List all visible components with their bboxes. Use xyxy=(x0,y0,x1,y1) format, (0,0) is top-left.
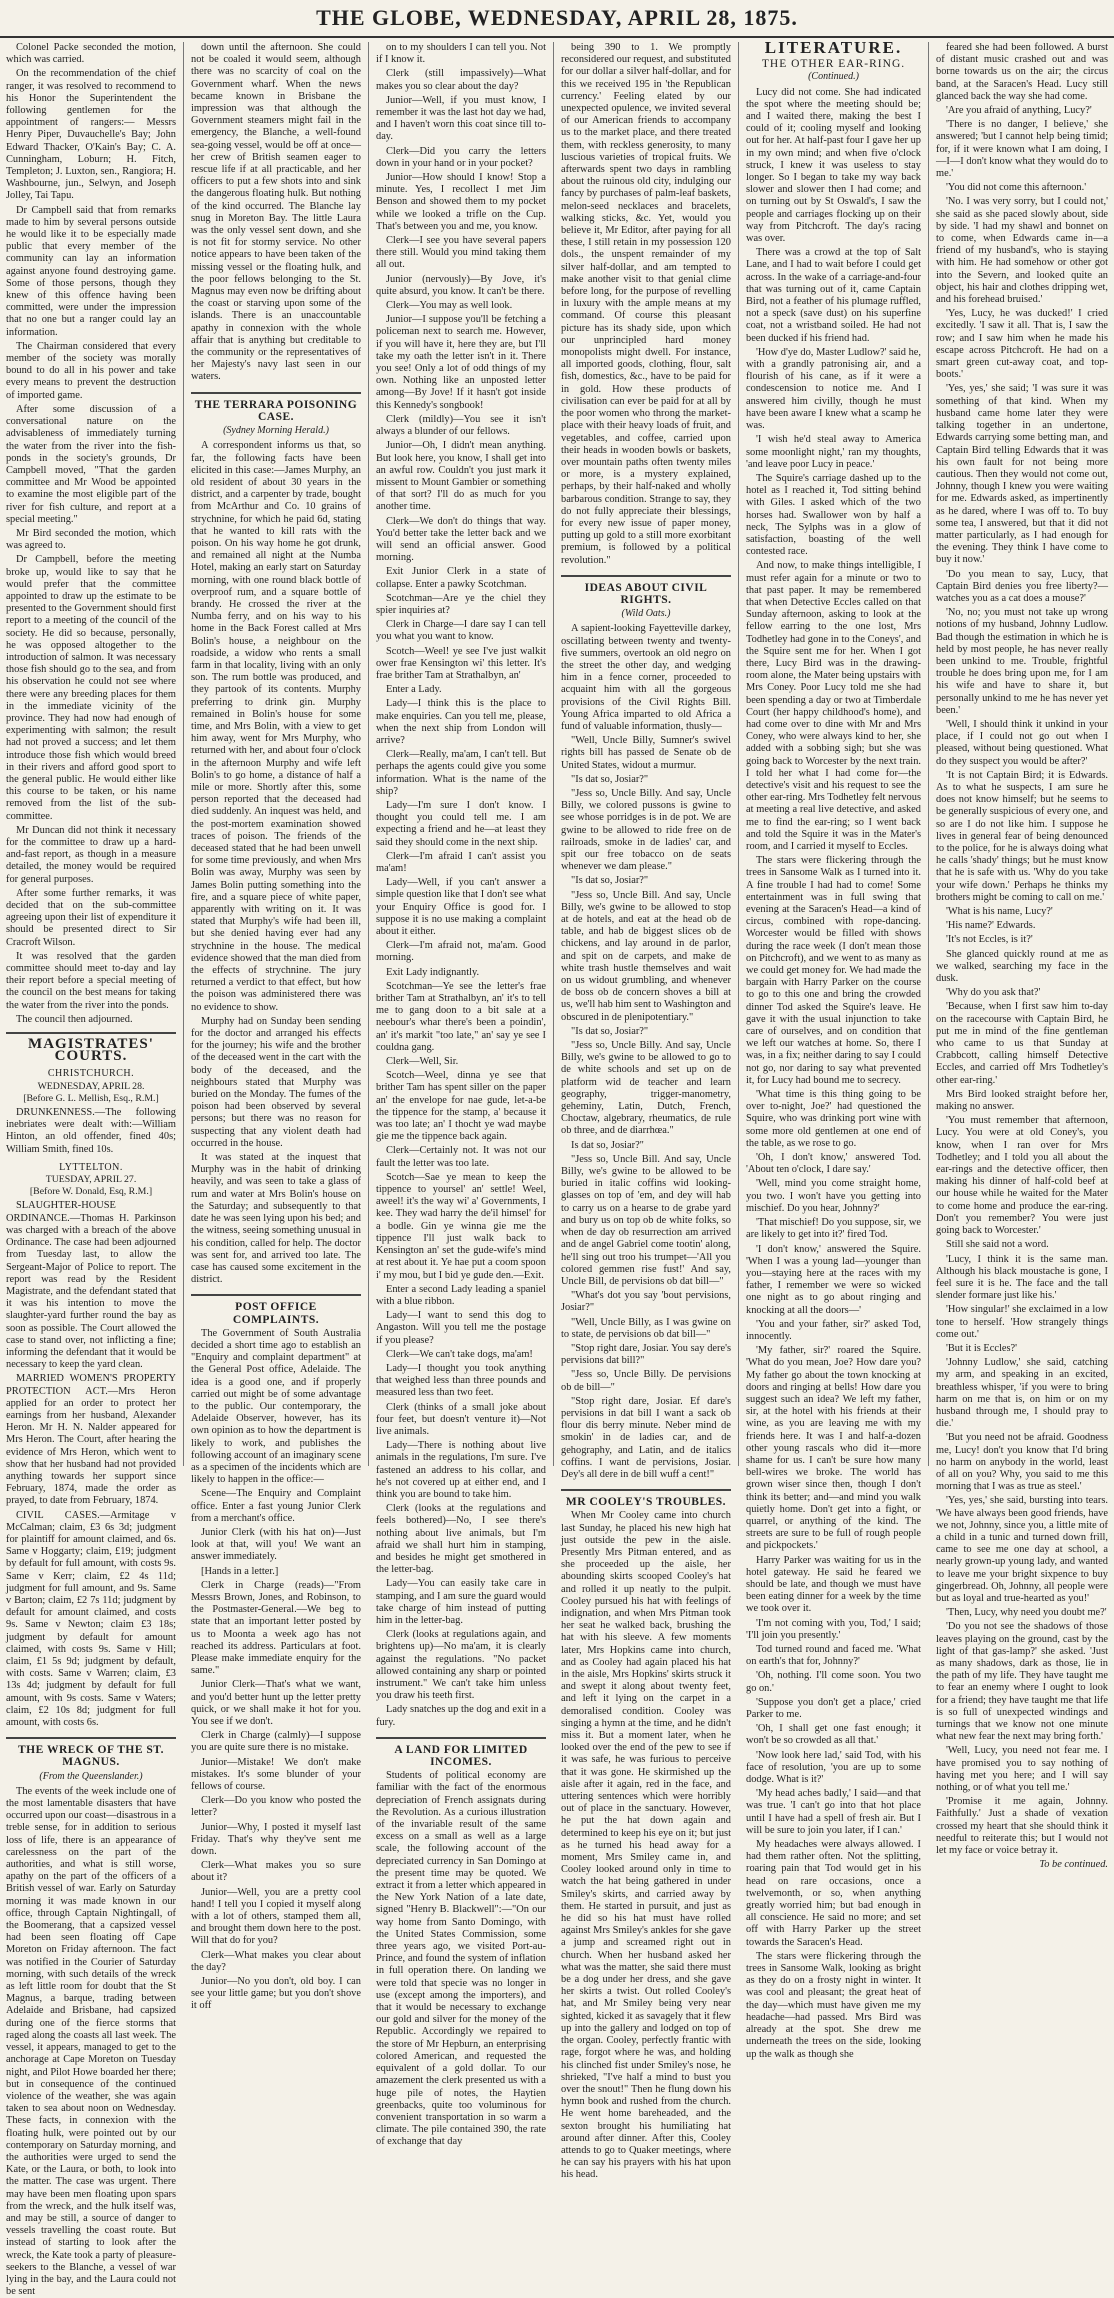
paragraph: Clerk in Charge (reads)—"From Messrs Brown, Jones, and Robinson, to the Postmaster-General.—We beg to state that an important letter posted by us to Moonta a week ago has not reached its address. Particulars at foot. Please make immediate enquiry for the same." xyxy=(191,1579,361,1677)
paragraph: Junior—Well, you are a pretty cool hand! I tell you I copied it myself along with a lot of others, stamped them all, and brought them down here to the post. Will that do for you? xyxy=(191,1886,361,1947)
paragraph: Clerk (thinks of a small joke about four feet, but doesn't venture it)—Not live animals. xyxy=(376,1401,546,1437)
paragraph: 'But you need not be afraid. Goodness me, Lucy! don't you know that I'd bring no harm on anybody in the world, least of all on you? Why, you said to me this morning that I was as true as steel.' xyxy=(936,1432,1108,1493)
paragraph: Clerk—What makes you so sure about it? xyxy=(191,1860,361,1884)
column-rule xyxy=(368,42,369,1466)
paragraph: The stars were flickering through the trees in Sansome Walk, looking as bright as they do on a frosty night in winter. It was cool and pleasant; the great heat of the day—which must have given me my headache—had passed. Mrs Bird was already at the spot. She drew me underneath the trees on the side, looking up the walk as though she xyxy=(746,1950,921,2060)
paragraph: Junior—Mistake! We don't make mistakes. It's some blunder of your fellows of course. xyxy=(191,1756,361,1793)
paragraph: 'Lucy, I think it is the same man. Although his black moustache is gone, I feel sure it is he. The face and the tall slender formare just like his.' xyxy=(936,1253,1108,1302)
paragraph: Junior Clerk—That's what we want, and you'd better hunt up the letter pretty quick, or we shall make it hot for you. You see if we don't. xyxy=(191,1679,361,1728)
paragraph: 'It is not Captain Bird; it is Edwards. As to what he suspects, I am sure he does not know himself; but he seems to be generally suspicious of every one, and so are I do not like him. I suppose he lives in general fear of being denounced to the police, for he is always doing what he calls 'shady' things; but he must know that he is safe with us. 'Why do you take your wife down.' Perhaps he thinks my brothers might be coming to call on me.' xyxy=(936,769,1108,903)
paragraph: Scene—The Enquiry and Complaint office. Enter a fast young Junior Clerk from a merchant's office. xyxy=(191,1488,361,1524)
paragraph: [Hands in a letter.] xyxy=(201,1565,279,1577)
paragraph: After some further remarks, it was decided that on the sub-committee agreeing upon their list of expenditure it should be presented direct to Sir Cracroft Wilson. xyxy=(6,887,176,948)
paragraph: 'Then, Lucy, why need you doubt me?' xyxy=(946,1607,1107,1619)
paragraph: "Stop right dare, Josiar. Ef dare's pervisions in dat bill I want a sack ob flour dis berry minute. Neber mind de smokin' in de ladies car, and de gehography, and Latin, and de italics coffins. I want de pervisions, Josiar. Dey's all dere in de bill wuff a cent!" xyxy=(561,1395,731,1480)
paragraph: 'Yes, Lucy, he was ducked!' I cried excitedly. 'I saw it all. That is, I saw the row; and I saw him when he made his escape across Pitchcroft. He had on a smart green cut-away coat, and top-boots.' xyxy=(936,308,1108,381)
paragraph: CIVIL CASES.—Armitage v McCalman; claim, £3 6s 3d; judgment for plaintiff for amount claimed, and 6s. Same v Hoggarty; claim, £19; judgment by default for full amount, with costs 9s. Same v Kerr; claim, £2 4s 11d; judgment for full amount, and 9s. Same v Barton; claim, £2 7s 11d; judgment by default for amount claimed, and costs 9s. Same v Newton; claim £3 18s; judgment by default for amount claimed, with costs 9s. Same v Hill; claim, £1 5s 9d; judgment by default, with costs. Same v Warren; claim, £3 13s 4d; judgment by default for full amount, with 9s costs. Same v Waters; claim, £2 10s 8d; judgment for full amount, with costs 6s. xyxy=(6,1509,176,1729)
court-date: WEDNESDAY, APRIL 28. xyxy=(37,1080,145,1092)
paragraph: 'Johnny Ludlow,' she said, catching my arm, and speaking in an excited, breathless whisper, 'if you were to bring harm on me that is, on him or on my husband through me, I should pray to die.' xyxy=(936,1357,1108,1430)
article-source: (Wild Oats.) xyxy=(621,608,671,620)
column-rule xyxy=(553,42,554,1466)
paragraph: Students of political economy are familiar with the fact of the enormous depreciation of French assignats during the Revolution. As a curious illustration of the invariable result of the same excess on a small as well as a large scale, the following account of the depreciated currency in San Domingo at the present time may be quoted. We extract it from a letter which appeared in the New York Nation of a late date, signed "Henry B. Blackwell":—"On our way home from Santo Domingo, with the United States Commission, some three years ago, we visited Port-au-Prince, and found the system of inflation in full operation there. On landing we were told that specie was no longer in use (except among the importers), and that it would be necessary to exchange our gold and silver for the money of the Republic. Accordingly we repaired to the store of Mr Hepburn, an enterprising colored American, and requested the equivalent of a gold dollar. To our amazement the clerk presented us with a huge pile of notes, the Haytien greenbacks, quite too voluminous for convenient transportation in so warm a climate. The pile contained 390, the rate of exchange that day xyxy=(376,1770,546,2148)
paragraph: 'I'm not coming with you, Tod,' I said; 'I'll join you presently.' xyxy=(746,1617,921,1641)
paragraph: Scotch—Weel, dinna ye see that brither Tam has spent siller on the paper an' the envelope for nae gude, let-a-be the tippence for the stamp, a' because it was too late; an' I thocht ye wad maybe gie me the tippence back again. xyxy=(376,1070,546,1143)
paragraph: 'Suppose you don't get a place,' cried Parker to me. xyxy=(746,1696,921,1721)
paragraph: 'No, no; you must not take up wrong notions of my husband, Johnny Ludlow. Bad though the estimation in which he is held by most people, he has never really been unkind to me. Trouble, frightful trouble he does bring upon me, for I am his wife and have to share it, but personally unkind to me he has never yet been.' xyxy=(936,607,1108,716)
paragraph: 'Well, mind you come straight home, you two. I won't have you getting into mischief. Do you hear, Johnny?' xyxy=(746,1178,921,1214)
paragraph: MARRIED WOMEN'S PROPERTY PROTECTION ACT.—Mrs Heron applied for an order to protect her earnings from her husband, Alexander Heron. Mr H. N. Nalder appeared for Mrs Heron. The Court, after hearing the evidence of Mrs Heron, which went to show that her husband had not provided anything towards her support since February, 1874, made the order as prayed, to date from February, 1874. xyxy=(6,1373,176,1507)
paragraph: Tod turned round and faced me. 'What on earth's that for, Johnny?' xyxy=(746,1644,921,1668)
courts-heading: MAGISTRATES' COURTS. xyxy=(6,1032,176,1062)
paragraph: "Is dat so, Josiar?" xyxy=(571,773,649,785)
paragraph: A sapient-looking Fayetteville darkey, oscillating between twenty and twenty-five summers, overtook an old negro on the street the other day, and wedging him in a fence corner, proceeded to acquaint him with all the gorgeous provisions of the Civil Rights Bill. Young Africa imparted to old Africa a fund of valuable information, thusly— xyxy=(561,623,731,732)
paragraph: 'Are you afraid of anything, Lucy?' xyxy=(946,105,1092,117)
paragraph: Clerk (mildly)—You see it isn't always a blunder of our fellows. xyxy=(376,413,546,438)
paragraph: The council then adjourned. xyxy=(16,1013,133,1025)
paragraph: 'Do you not see the shadows of those leaves playing on the ground, cast by the light of that gas-lamp?' she asked. 'Just as many shadows, dark as those, lie in the path of my life. They have taught me to fear an enemy where I ought to look for a friend; they have taught me that life is so full of unexpected windings and turnings that we know not one minute what new fear the next may bring forth.' xyxy=(936,1621,1108,1743)
article-source: (Sydney Morning Herald.) xyxy=(223,425,329,437)
paragraph: When Mr Cooley came into church last Sunday, he placed his new high hat just outside the pew in the aisle. Presently Mrs Pitman entered, and as she proceeded up the aisle, her abounding skirts scooped Cooley's hat and rolled it up neatly to the pulpit. Cooley pursued his hat with feelings of indignation, and when Mrs Pitman took her seat he walked back, brushing the hat with his sleeve. A few moments later, Mrs Hopkins came into church, and as Cooley had again placed his hat in the aisle, Mrs Hopkins' skirts struck it and swept it along about twenty feet, and left it lying on the carpet in a demoralised condition. Cooley was singing a hymn at the time, and he didn't miss it. But a moment later, when he looked over the end of the pew to see if it was safe, he was furious to perceive that it was gone. He skirmished up the aisle after it again, red in the face, and uttering sentences which were horribly out of place in the sanctuary. However, he put the hat down again and determined to keep his eye on it; but just as he turned his head away for a moment, Mrs Smiley came in, and Cooley looked around only in time to watch the hat being gathered in under Smiley's skirts, and carried away by them. He started in pursuit, and just as he did so his hat must have rolled against Mrs Smiley's ankles for she gave a jump and screamed right out in church. When her husband asked her what was the matter, she said there must be a dog under her dress, and she gave her skirts a twist. Out rolled Cooley's hat, and Mr Smiley being very near sighted, kicked it as savagely that it flew up into the gallery and lodged on top of the organ. Cooley, perfectly frantic with rage, forgot where he was, and holding his clinched fist under Smiley's nose, he shrieked, "I've half a mind to bust you over the snout!" Then he flung down his hymn book and rushed from the church. He went home bareheaded, and the sexton brought his humiliating hat around after dinner. After this, Cooley attends to go to Quaker meetings, where he can say his prayers with his hat upon his head. xyxy=(561,1510,731,2181)
paragraph: Still she said not a word. xyxy=(946,1239,1049,1251)
paragraph: 'You did not come this afternoon.' xyxy=(946,182,1087,194)
paragraph: There was a crowd at the top of Salt Lane, and I had to wait before I could get across. In the wake of a carriage-and-four that was turning out of it, came Captain Bird, not a feather of his plumage ruffled, not a speck (save dust) on his superfine coat, not a wristband soiled. He had not been ducked if his friend had. xyxy=(746,247,921,344)
paragraph: My headaches were always allowed. I had them rather often. Not the splitting, roaring pain that Tod would get in his head on rare occasions, once a twelvemonth, or so, when anything greatly worried him; but bad enough in all conscience. He said no more; and set off with Harry Parker up the street towards the Saracen's Head. xyxy=(746,1839,921,1948)
paragraph: Mr Bird seconded the motion, which was agreed to. xyxy=(6,527,176,552)
paragraph: "Well, Uncle Billy, Sumner's swivel rights bill has passed de Senate ob de United States, widout a murmur. xyxy=(561,735,731,771)
article-heading: THE WRECK OF THE ST. MAGNUS. xyxy=(6,1737,176,1768)
article-source: (From the Queenslander.) xyxy=(39,1770,143,1782)
paragraph: Junior—I suppose you'll be fetching a policeman next to search me. However, if you will have it, here they are, but I'll take my oath the letter isn't in it. There you see! Only a lot of odd things of my own. Nothing like an unposted letter among—By Jove! If it hasn't got inside this Kennedy's songbook! xyxy=(376,314,546,411)
column-4 xyxy=(561,42,731,2181)
column-5 xyxy=(746,38,921,2060)
paragraph: Mr Duncan did not think it necessary for the committee to draw up a hard-and-fast report, as though in a measure detailed, the money would be required for general purposes. xyxy=(6,824,176,885)
paragraph: Clerk—We don't do things that way. You'd better take the letter back and we will send an official answer. Good morning. xyxy=(376,515,546,564)
paragraph: And now, to make things intelligible, I must refer again for a minute or two to that past paper. It may be remembered that when Detective Eccles called on that Sunday afternoon, asking to look at the fellow earring to the one lost, Mrs Todhetley had gone in to the Coneys', and the Squire sent me for her. When I got there, Lucy Bird was in the drawing-room alone, the Mater being upstairs with Mrs Coney. Poor Lucy told me she had been spending a day or two at Timberdale Court (her happy childhood's home), and had come over to dine with Mr and Mrs Coney, who were always kind to her, she added with a sobbing sigh; but she was going back to Worcester by the next train. I told her what I had come for—the detective's visit and his request to see the other ear-ring. Mrs Todhetley felt nervous at meeting a real live detective, and asked me to find the ear-ring; so I went back and told the Squire it was in the Mater's room, and I carried it myself to Eccles. xyxy=(746,560,921,852)
paragraph: 'No. I was very sorry, but I could not,' she said as she paced slowly about, side by side. 'I had my shawl and bonnet on to come, when Edwards came in—a friend of my husband's, who is staying with him. He had somehow or other got into the Severn, and looked quite an object, his hair and clothes dripping wet, and his forehead bruised.' xyxy=(936,196,1108,306)
paragraph: 'My father, sir?' roared the Squire. 'What do you mean, Joe? How dare you? My father go about the town knocking at doors and ringing at bells! How dare you suggest such an idea? We left my father, sir, at the hotel with his friends at their wine, as you are leaving me with my friends here. It was I and half-a-dozen other young rascals who did it—more shame for us. I can't be sure how many bell-wires we broke. The world has grown wiser since then, though I don't think its better; and—and mind you walk quietly home. Don't get into a fight, or quarrel, or anything of the kind. The streets are sure to be full of rough people and pickpockets.' xyxy=(746,1345,921,1552)
paragraph: 'But it is Eccles?' xyxy=(946,1342,1017,1354)
paragraph: Clerk—I see you have several papers there still. Would you mind taking them all out. xyxy=(376,235,546,271)
paragraph: 'Oh, nothing. I'll come soon. You two go on.' xyxy=(746,1670,921,1694)
paragraph: Clerk (still impassively)—What makes you so clear about the day? xyxy=(376,68,546,92)
paragraph: "Jess so, Uncle Billy. De pervisions ob de bill—" xyxy=(561,1369,731,1393)
paragraph: Exit Junior Clerk in a state of collapse. Enter a pawky Scotchman. xyxy=(376,566,546,590)
paragraph: "Jess so, Uncle Billy. And say, Uncle Billy, we colored pussons is gwine to see whose porridges is in de pot. We are gwine to be allowed to ride free on de railroads, smoke in de ladies' car, and spit our free tobacco on de seats whenever we dam please." xyxy=(561,787,731,873)
paragraph: 'Well, I should think it unkind in your place, if I could not go out when I pleased, without being questioned. What do they suspect you would be after?' xyxy=(936,718,1108,767)
paragraph: "Stop right dare, Josiar. You say dere's pervisions dat bill?" xyxy=(561,1342,731,1367)
paragraph: Mrs Bird looked straight before her, making no answer. xyxy=(936,1088,1108,1113)
paragraph: 'How singular!' she exclaimed in a low tone to herself. 'How strangely things come out.' xyxy=(936,1304,1108,1340)
paragraph: Junior (nervously)—By Jove, it's quite absurd, you know. It can't be there. xyxy=(376,273,546,297)
paragraph: Junior—Well, if you must know, I remember it was the last hot day we had, and I haven't worn this coat since till to-day. xyxy=(376,94,546,143)
paragraph: 'Yes, yes,' she said; 'I was sure it was something of that kind. When my husband came home later they were talking together in an undertone, Edwards carrying some betting man, and Captain Bird telling Edwards that it was his own fault for not being more cautious. Then they would not come out, Johnny, though I knew you were waiting for me. Edwards asked, as impertinently as he dared, where I was off to. To buy some tea, I answered, but that it did not matter particularly, as I had enough for the evening. They think I have come to buy it now.' xyxy=(936,383,1108,566)
paragraph: Enter a Lady. xyxy=(386,684,442,696)
paragraph: Colonel Packe seconded the motion, which was carried. xyxy=(6,42,176,66)
court-bench: [Before W. Donald, Esq, R.M.] xyxy=(29,1186,153,1198)
paragraph: Murphy had on Sunday been sending for the doctor and arranged his effects for the journey; his wife and the brother of the deceased went in the cart with the body of the deceased, and the neighbours stated that Murphy was buried on the Monday. The fumes of the poison had been observed by several persons; but there was no reason for suspecting that any violent death had occurred in the house. xyxy=(191,1015,361,1149)
paragraph: 'You must remember that afternoon, Lucy. You were at old Coney's, you know, when I ran over for Mrs Todhetley; and I told you all about the ear-rings and the detective officer, then making his dinner of half-cold beef at our house while he waited for the Mater to come home and produce the ear-ring. Don't you remember? You were just going back to Worcester.' xyxy=(936,1115,1108,1237)
article-heading: THE TERRARA POISONING CASE. xyxy=(191,392,361,423)
paragraph: The stars were flickering through the trees in Sansome Walk as I turned into it. A fine trouble I had had to come! Some entertainment was in full swing that evening at the Saracen's Head—a kind of circus, combined with rope-dancing. Worcester would be filled with shows during the race week (I don't mean those on Pitchcroft), and we went to as many as we could get money for. We had made the bargain with Harry Parker on the course to go to this one and bring the crowded dinner Tod asked the Squire's leave. He gave it with the usual injunction to take care of ourselves, and on condition that we left our watches at home. So, there I was, in a fix; neither daring to say I could not go, nor daring to say what prevented it, for Lucy had bound me to secrecy. xyxy=(746,855,921,1086)
paragraph: 'I wish he'd steal away to America some moonlight night,' ran my thoughts, 'and leave poor Lucy in peace.' xyxy=(746,434,921,470)
paragraph: feared she had been followed. A burst of distant music crashed out and was borne towards us on the air; the circus band, at the Saracen's Head. Lucy still glanced back the way she had come. xyxy=(936,42,1108,102)
paragraph: Scotch—Sae ye mean to keep the tippence to yoursel' an' settle! Weel, aweel! it's the way wi' a' Governments, I kee. They wad harry the de'il himsel' for a bodle. Gin ye winna gie me the tippence I'll just walk back to Kensington an' set the gude-wife's mind at rest about it. Ye hae put a coom spoon i' my mou, but I bid ye gude den.—Exit. xyxy=(376,1171,546,1281)
paragraph: Clerk—Really, ma'am, I can't tell. But perhaps the agents could give you some information. What is the name of the ship? xyxy=(376,749,546,797)
paragraph: She glanced quickly round at me as we walked, searching my face in the dusk. xyxy=(936,948,1108,985)
paragraph: 'Yes, yes,' she said, bursting into tears. 'We have always been good friends, have we not, Johnny, since you, a little mite of a child in a tunic and turned down frill, came to see me one day at school, a nearly grown-up young lady, and wanted to leave me your bright sixpence to buy gingerbread. Oh, Johnny, all people were but as loyal and true-hearted as you!' xyxy=(936,1495,1108,1604)
column-3 xyxy=(376,42,546,2148)
paragraph: Clerk—Certainly not. It was not our fault the letter was too late. xyxy=(376,1145,546,1169)
court-place: CHRISTCHURCH. xyxy=(47,1068,135,1080)
paragraph: Lady—There is nothing about live animals in the regulations, I'm sure. I've fastened an address to his collar, and he's not covered up at either end, and I think you are bound to take him. xyxy=(376,1440,546,1500)
paragraph: Lady—I'm sure I don't know. I thought you could tell me. I am expecting a friend and he—at least they said they should come in the next ship. xyxy=(376,799,546,848)
paragraph: 'It's not Eccles, is it?' xyxy=(946,934,1033,946)
story-title: THE OTHER EAR-RING. xyxy=(761,58,906,71)
paragraph: On the recommendation of the chief ranger, it was resolved to recommend to his Honor the Superintendent the following gentlemen for the appointment of rangers:— Messrs Henry Piper, Duvauchelle's Bay; John Edward Thacker, O'Kain's Bay; C. A. Cunningham, Loburn; H. Fitch, Templeton; J. Luxton, sen., Rangiora; H. Washbourne, jun., Selwyn, and Joseph Jolley, Tai Tapu. xyxy=(6,68,176,202)
paragraph: Lady—I think this is the place to make enquiries. Can you tell me, please, when the next ship from London will arrive? xyxy=(376,698,546,746)
paragraph: 'Well, Lucy, you need not fear me. I have promised you to say nothing of having met you here; and I will say nothing, or of what you tell me.' xyxy=(936,1745,1108,1794)
paragraph: "Well, Uncle Billy, as I was gwine on to state, de pervisions ob dat bill—" xyxy=(561,1316,731,1340)
paragraph: DRUNKENNESS.—The following inebriates were dealt with:—William Hinton, an old offender, fined 40s; William Smith, fined 10s. xyxy=(6,1107,176,1155)
article-heading: A LAND FOR LIMITED INCOMES. xyxy=(376,1737,546,1768)
paragraph: 'Oh, I don't know,' answered Tod. 'About ten o'clock, I dare say.' xyxy=(746,1152,921,1176)
paragraph: Clerk in Charge (calmly)—I suppose you are quite sure there is no mistake. xyxy=(191,1730,361,1754)
column-2 xyxy=(191,42,361,2012)
paragraph: "Is dat so, Josiar?" xyxy=(571,875,649,887)
court-place: LYTTELTON. xyxy=(59,1161,123,1173)
game-society-article xyxy=(6,42,176,1026)
paragraph: Junior—How should I know! Stop a minute. Yes, I recollect I met Jim Benson and showed them to my pocket while we looked a trifle on the Cup. That's between you and me, you know. xyxy=(376,172,546,232)
paragraph: Scotchman—Ye see the letter's frae brither Tam at Strathalbyn, an' it's to tell me to gang doon to a bit sale at a neebour's whar there's been a poindin', an' it's markit "too late," an' say ye see I couldna gang. xyxy=(376,980,546,1053)
paragraph: 'Promise it me again, Johnny. Faithfully.' Just a shade of vexation crossed my heart that she should think it needful to reiterate this; but I would not let my face or voice betray it. xyxy=(936,1796,1108,1857)
paragraph: Dr Campbell, before the meeting broke up, would like to say that he would prefer that the committee appointed to draw up the estimate to be presented to the Government should first report to a meeting of the council of the society. He did so because, personally, he was opposed altogether to the introduction of salmon. It was necessary those fish should go to the sea, and from his observation he could not see where there were any breeding places for them in the immediate vicinity of the province. They had now had enough of experimenting with salmon; the result had not proved a success; and let them introduce those fish which would breed in their rivers and afford good sport to the general public. He would either like this course to be taken, or his name removed from the list of the sub-committee. xyxy=(6,554,176,822)
paragraph: It was stated at the inquest that Murphy was in the habit of drinking heavily, and was seen to take a glass of rum and water at Mrs Bolin's house on the Saturday; and subsequently to that date he was seen lying upon his bed; and the witness, seeing something unusual in his condition, called for help. The doctor was sent for, and arrived too late. The case has caused some excitement in the district. xyxy=(191,1152,361,1286)
court-date: TUESDAY, APRIL 27. xyxy=(45,1174,137,1186)
article-heading: MR COOLEY'S TROUBLES. xyxy=(561,1489,731,1508)
paragraph: Lady—I want to send this dog to Angaston. Will you tell me the postage if you please? xyxy=(376,1310,546,1346)
paragraph: SLAUGHTER-HOUSE ORDINANCE.—Thomas H. Parkinson was charged with a breach of the above Ordinance. The case had been adjourned from Tuesday last, to allow the Sergeant-Major of Police to report. The report was read by the Resident Magistrate, and the defendant stated that it was his intention to move the slaughter-yard further round the bay as soon as possible. The Court allowed the case to stand over, not inflicting a fine; informing the defendant that it would be necessary to keep the yard clean. xyxy=(6,1200,176,1371)
paragraph: Enter a second Lady leading a spaniel with a blue ribbon. xyxy=(376,1283,546,1307)
paragraph: Dr Campbell said that from remarks made to him by several persons outside he would like it to be especially made public that every member of the community can lay an information against anyone found destroying game. Some of those persons, though they knew of this offence having been committed, were under the impression that no one but a ranger could lay an information. xyxy=(6,204,176,338)
paragraph: Lucy did not come. She had indicated the spot where the meeting should be; and I waited there, making the best I could of it; cooling myself and looking out for her. At half-past four I gave her up in my own mind; and when five o'clock struck, I knew it was useless to stay longer. So I began to take my way back slower and slower then I had come; and on turning out by St Oswald's, I saw the people and carriages flocking up on their way from Pitchcroft. The day's racing was over. xyxy=(746,86,921,245)
paragraph: Clerk—I'm afraid not, ma'am. Good morning. xyxy=(376,940,546,964)
paragraph: 'Now look here lad,' said Tod, with his face of resolution, 'you are up to some dodge. What is it?' xyxy=(746,1749,921,1786)
paragraph: Lady snatches up the dog and exit in a fury. xyxy=(376,1704,546,1728)
paragraph: 'Oh, I shall get one fast enough; it won't be so crowded as all that.' xyxy=(746,1723,921,1747)
paragraph: Junior—No you don't, old boy. I can see your little game; but you don't shove it off xyxy=(191,1976,361,2012)
paragraph: After some discussion of a conversational nature on the advisableness of immediately turning the water from the river into the fish-ponds in the society's grounds, Dr Campbell moved, "That the garden committee and Mr Wood be appointed to examine the most eligible part of the river for fish culture, and report at a special meeting." xyxy=(6,403,176,525)
paragraph: Junior—Oh, I didn't mean anything. But look here, you know, I shall get into an awful row. Couldn't you just mark it missent to Mount Gambier or something of that sort? I'll do as much for you another time. xyxy=(376,440,546,513)
paragraph: Clerk—Well, Sir. xyxy=(386,1056,459,1068)
paragraph: Lady—Well, if you can't answer a simple question like that I don't see what your Enquiry Office is good for. I suppose it is no use making a complaint about it either. xyxy=(376,877,546,938)
paragraph: 'What is his name, Lucy?' xyxy=(946,906,1053,918)
paragraph: 'Do you mean to say, Lucy, that Captain Bird denies you free liberty?—watches you as a cat does a mouse?' xyxy=(936,568,1108,604)
paragraph: 'You and your father, sir?' asked Tod, innocently. xyxy=(746,1318,921,1342)
paragraph: Clerk (looks at the regulations and feels bothered)—No, I see there's nothing about live animals, but I'm afraid we shall hurt him in stamping, and besides he might get smothered in the letter-bag. xyxy=(376,1503,546,1576)
paragraph: 'How d'ye do, Master Ludlow?' said he, with a grandly patronising air, and a flourish of his cane, as if it were a condescension to notice me. And I answered him civilly, though he must have been aware I knew what a scamp he was. xyxy=(746,346,921,432)
paragraph: Exit Lady indignantly. xyxy=(386,966,480,978)
paragraph: The Chairman considered that every member of the society was morally bound to do all in his power and take every means to prevent the destruction of imported game. xyxy=(6,340,176,401)
paragraph: 'His name?' Edwards. xyxy=(946,920,1036,932)
paragraph: The events of the week include one of the most lamentable disasters that have occurred upon our coast—disastrous in a treble sense, for in addition to serious loss of life, there is an appearance of carelessness on the part of the authorities, and what is still worse, apathy on the part of the officers of a British vessel of war. Early on Saturday morning it was made known in our office, through Captain Nightingall, of the Boomerang, that a capsized vessel had been seen floating off Cape Moreton on Friday afternoon. The fact was notified in the Courier of Saturday morning, with such details of the wreck as left little room for doubt that the St Magnus, a barque, trading between Adelaide and Brisbane, had capsized during one of the fierce storms that raged along the coasts all last week. The vessel, it appears, managed to get to the anchorage at Cape Moreton on Tuesday night, and Pilot Howe boarded her there; but in consequence of the continued violence of the weather, she was again taken to sea about noon on Wednesday. These facts, in connexion with the floating hulk, were pointed out by our contemporary on Saturday morning, and the authorities were urged to send the Kate, or the Laura, or both, to look into the matter. The case was urgent. There may have been men floating upon spars from the wreck, and the hulk itself was, and may be still, a source of danger to vessels travelling the coast route. But instead of starting to look after the wreck, the Kate took a party of pleasure-seekers to the Blanche, a vessel of war lying in the bay, and the Laura could not be sent xyxy=(6,1785,176,2298)
paragraph: Is dat so, Josiar?" xyxy=(571,1139,644,1151)
paragraph: Clerk in Charge—I dare say I can tell you what you want to know. xyxy=(376,619,546,643)
paragraph: Junior Clerk (with his hat on)—Just look at that, will you! We want an answer immediately. xyxy=(191,1526,361,1563)
paragraph: Clerk—What makes you clear about the day? xyxy=(191,1949,361,1973)
paragraph: on to my shoulders I can tell you. Not if I know it. xyxy=(376,42,546,66)
paragraph: down until the afternoon. She could not be coaled it would seem, although there was no scarcity of coal on the Government wharf. When the news became known in Brisbane the impression was that although the Government steamers might fail in the emergency, the Blanche, a well-found sea-going vessel, would be off at once—her crew of British seamen eager to rescue life if at all practicable, and her officers to put a few shots into and sink the dangerous floating hulk. But nothing of the kind occurred. The Blanche lay snug in Moreton Bay. The little Laura was the only vessel sent down, and she is not fit for stormy service. No other notice appears to have been taken of the missing vessel or the floating hulk, and the poor fellows belonging to the St. Magnus may even now be drifting about the coast or starving upon some of the islands. There is an unaccountable apathy in connexion with the whole affair that is anything but creditable to the community or the representatives of her Majesty's navy last seen in our waters. xyxy=(191,42,361,383)
paragraph: Clerk—Did you carry the letters down in your hand or in your pocket? xyxy=(376,145,546,169)
paragraph: Clerk—We can't take dogs, ma'am! xyxy=(386,1348,533,1360)
paragraph: Clerk—You may as well look. xyxy=(386,300,513,312)
paragraph: The Squire's carriage dashed up to the hotel as I reached it, Tod sitting behind with Giles. I asked which of the two horses had. Swallower won by half a neck, The Sylphs was in a glow of satisfaction, boasting of the well contested race. xyxy=(746,472,921,558)
paragraph: A correspondent informs us that, so far, the following facts have been elicited in this case:—James Murphy, an old resident of about 30 years in the district, and a carpenter by trade, bought from McArthur and Co. 10 grains of strychnine, for which he paid 6d, stating that he wanted to kill rats with the poison. On his way home he got drunk, and remained all night at the Numba Hotel, making an early start on Saturday morning, with one round black bottle of overproof rum, and a square bottle of brandy. He crossed the river at the Numba ferry, and on his way to his home in the Back Forest called at Mrs Bolin's house, a neighbour on the roadside, a widow who rents a small farm in that locality, living with an only son. The rum bottle was produced, and they partook of its contents. Murphy preferring to drink gin. Murphy remained in Bolin's house for some time, and Mrs Bolin, with a view to get him away, went for Mrs Murphy, who returned with her, and about four o'clock in the afternoon Murphy and wife left Bolin's to go home, a distance of half a mile or more. Shortly after this, some person reported that the deceased had died suddenly. An inquest was held, and the post-mortem examination showed traces of poison. The friends of the deceased stated that he had been unwell for some time previously, and when Mrs Bolin was away, Murphy was seen by James Bolin putting something into the fire, and a square piece of white paper, apparently with writing on it. It was stated that Murphy's wife had been ill, but she denied having ever had any strychnine in the house. The medical evidence showed that the man died from the effects of strychnine. The jury returned a verdict to that effect, but how the poison was administered there was no evidence to show. xyxy=(191,440,361,1013)
article-heading: IDEAS ABOUT CIVIL RIGHTS. xyxy=(561,575,731,606)
paragraph: "Jess so, Uncle Bill. And say, Uncle Billy, we's gwine to be allowed to stop at de hotels, and eat at the head ob de table, and hab de biggest slices ob de chickens, and lay around in de parlor, and spit on de carpets, and make de white trash hustle themselves and wait on us widout grumbling, and whenever de boss ob de concern shoves a bill at us, we'll hab him sent to Washington and obscured in de plenipotentiary." xyxy=(561,889,731,1023)
to-be-continued: To be continued. xyxy=(1039,1859,1108,1871)
story-continued: (Continued.) xyxy=(808,71,859,83)
paragraph: 'Why do you ask that?' xyxy=(946,987,1041,999)
paragraph: Scotch—Weel! ye see I've just walkit ower frae Kensington wi' this letter. It's frae brither Tam at Strathalbyn, an' xyxy=(376,645,546,681)
paragraph: Harry Parker was waiting for us in the hotel gateway. He said he feared we should be late, and though we must have been eating dinner for a week by the time we took over it. xyxy=(746,1554,921,1615)
paragraph: Junior—Why, I posted it myself last Friday. That's why they've sent me down. xyxy=(191,1821,361,1858)
paragraph: Clerk (looks at regulations again, and brightens up)—No ma'am, it is clearly against the regulations. "No packet allowed containing any sharp or pointed instrument." We can't take him unless you draw his teeth first. xyxy=(376,1629,546,1702)
court-bench: [Before G. L. Mellish, Esq., R.M.] xyxy=(23,1092,159,1104)
paragraph: 'What time is this thing going to be over to-night, Joe?' had questioned the Squire, who was drinking port wine with some more old gentlemen at one end of the table, as we rose to go. xyxy=(746,1089,921,1149)
paragraph: The Government of South Australia decided a short time ago to establish an "Enquiry and complaint department" at the General Post office, Adelaide. The idea is a good one, and if properly carried out might be of some advantage to the public. Our contemporary, the Adelaide Observer, however, has its own opinion as to how the department is likely to work, and publishes the following account of an imaginary scene as a specimen of the incidents which are likely to happen in the office:— xyxy=(191,1327,361,1486)
column-rule xyxy=(183,42,184,1466)
masthead: THE GLOBE, WEDNESDAY, APRIL 28, 1875. xyxy=(0,0,1114,38)
paragraph: "Jess so, Uncle Billy. And say, Uncle Billy, we's gwine to be allowed to go to de white schools and set up on de platform wid de teacher and learn geography, trigger-manometry, geheminy, Latin, Dutch, French, Choctaw, algebrary, rheumatics, de rule ob three, and de diarrhœa." xyxy=(561,1040,731,1137)
column-rule xyxy=(928,42,929,1466)
paragraph: Lady—You can easily take care in stamping, and I am sure the guard would take charge of him instead of putting him in the letter-bag. xyxy=(376,1578,546,1626)
paragraph: 'My head aches badly,' I said—and that was true. 'I can't go into that hot place until I have had a spell of fresh air. But I will be sure to join you later, if I can.' xyxy=(746,1788,921,1836)
paragraph: "What's dot you say 'bout pervisions, Josiar?" xyxy=(561,1290,731,1314)
column-rule xyxy=(738,42,739,1466)
paragraph: It was resolved that the garden committee should meet to-day and lay their report before a special meeting of the council on the best means for taking the water from the river into the ponds. xyxy=(6,950,176,1011)
paragraph: "Jess so, Uncle Bill. And say, Uncle Billy, we's gwine to be allowed to be buried in italic coffins wid looking-glasses on top of 'em, and dey will hab to carry us on a hearse to de grabe yard and bury us on top ob de white folks, so when de day ob resurrection am arrived and de angel Gabriel come tootin' along, he'll sing out troo his trumpet—'All you colored gemmen rise fust!' And say, Uncle Bill, de pervisions ob dat bill—" xyxy=(561,1153,731,1287)
paragraph: "Is dat so, Josiar?" xyxy=(571,1025,649,1037)
paragraph: 'Because, when I first saw him to-day on the racecourse with Captain Bird, he put me in mind of the fine gentleman who came to us that Sunday at Crabbcott, calling himself Detective Eccles, and carried off Mrs Todhetley's other ear-ring.' xyxy=(936,1001,1108,1086)
article-heading: POST OFFICE COMPLAINTS. xyxy=(191,1294,361,1325)
paragraph: Clerk—I'm afraid I can't assist you ma'am! xyxy=(376,850,546,874)
paragraph: Clerk—Do you know who posted the letter? xyxy=(191,1795,361,1819)
paragraph: 'I don't know,' answered the Squire. 'When I was a young lad—younger than you—staying here at the races with my father, I remember we were so wicked one night as to go about ringing and knocking at all the doors—' xyxy=(746,1243,921,1316)
paragraph: being 390 to 1. We promptly reconsidered our request, and substituted for our dollar a silver half-dollar, and for this we received 195 in 'the Republican currency.' Feeling elated by our unexpected opulence, we invited several of our American friends to accompany us to the market place, and there treated them, with reckless generosity, to many luscious varieties of tropical fruits. We afterwards spent two days in rambling about the ruinous old city, indulging our fancy by purchases of palm-leaf baskets, melon-seed necklaces and bracelets, walking sticks, &c. Yet, would you believe it, Mr Editor, after paying for all these, I still retain in my possession 120 dols., the unspent remainder of my silver half-dollar, and am tempted to make another visit to that genial clime before long, for the purpose of revelling in luxury with the ample means at my command. Of course this pleasant picture has its shady side, upon which our unprincipled hard money monopolists might dwell. For instance, all imported goods, clothing, flour, salt fish, domestics, &c., have to be paid for in gold. How these products of civilisation can ever be paid for at all by the poor women who throng the market-place with their heavy loads of fruit, and vegetables, and coffee, carried upon their heads in wooden bowls or baskets, over mountain paths often twenty miles or more, is a mystery explained, perhaps, by their half-naked and wholly barbarous condition. Strange to say, they do not fully appreciate their blessings, for every new issue of paper money, putting up gold to a still more exorbitant premium, is followed by a political revolution." xyxy=(561,42,731,566)
paragraph: 'That mischief! Do you suppose, sir, we are likely to get into it?' fired Tod. xyxy=(746,1217,921,1241)
paragraph: Scotchman—Are ye the chiel they spier inquiries at? xyxy=(376,592,546,616)
paragraph: 'There is no danger, I believe,' she answered; 'but I cannot help being timid; for, if it were known what I am doing, I—I—I don't know what they would do to me.' xyxy=(936,119,1108,180)
column-6 xyxy=(936,42,1108,1871)
paragraph: Lady—I thought you took anything that weighed less than three pounds and measured less than two feet. xyxy=(376,1362,546,1399)
literature-heading: LITERATURE. xyxy=(764,38,903,57)
column-1 xyxy=(6,42,176,2298)
